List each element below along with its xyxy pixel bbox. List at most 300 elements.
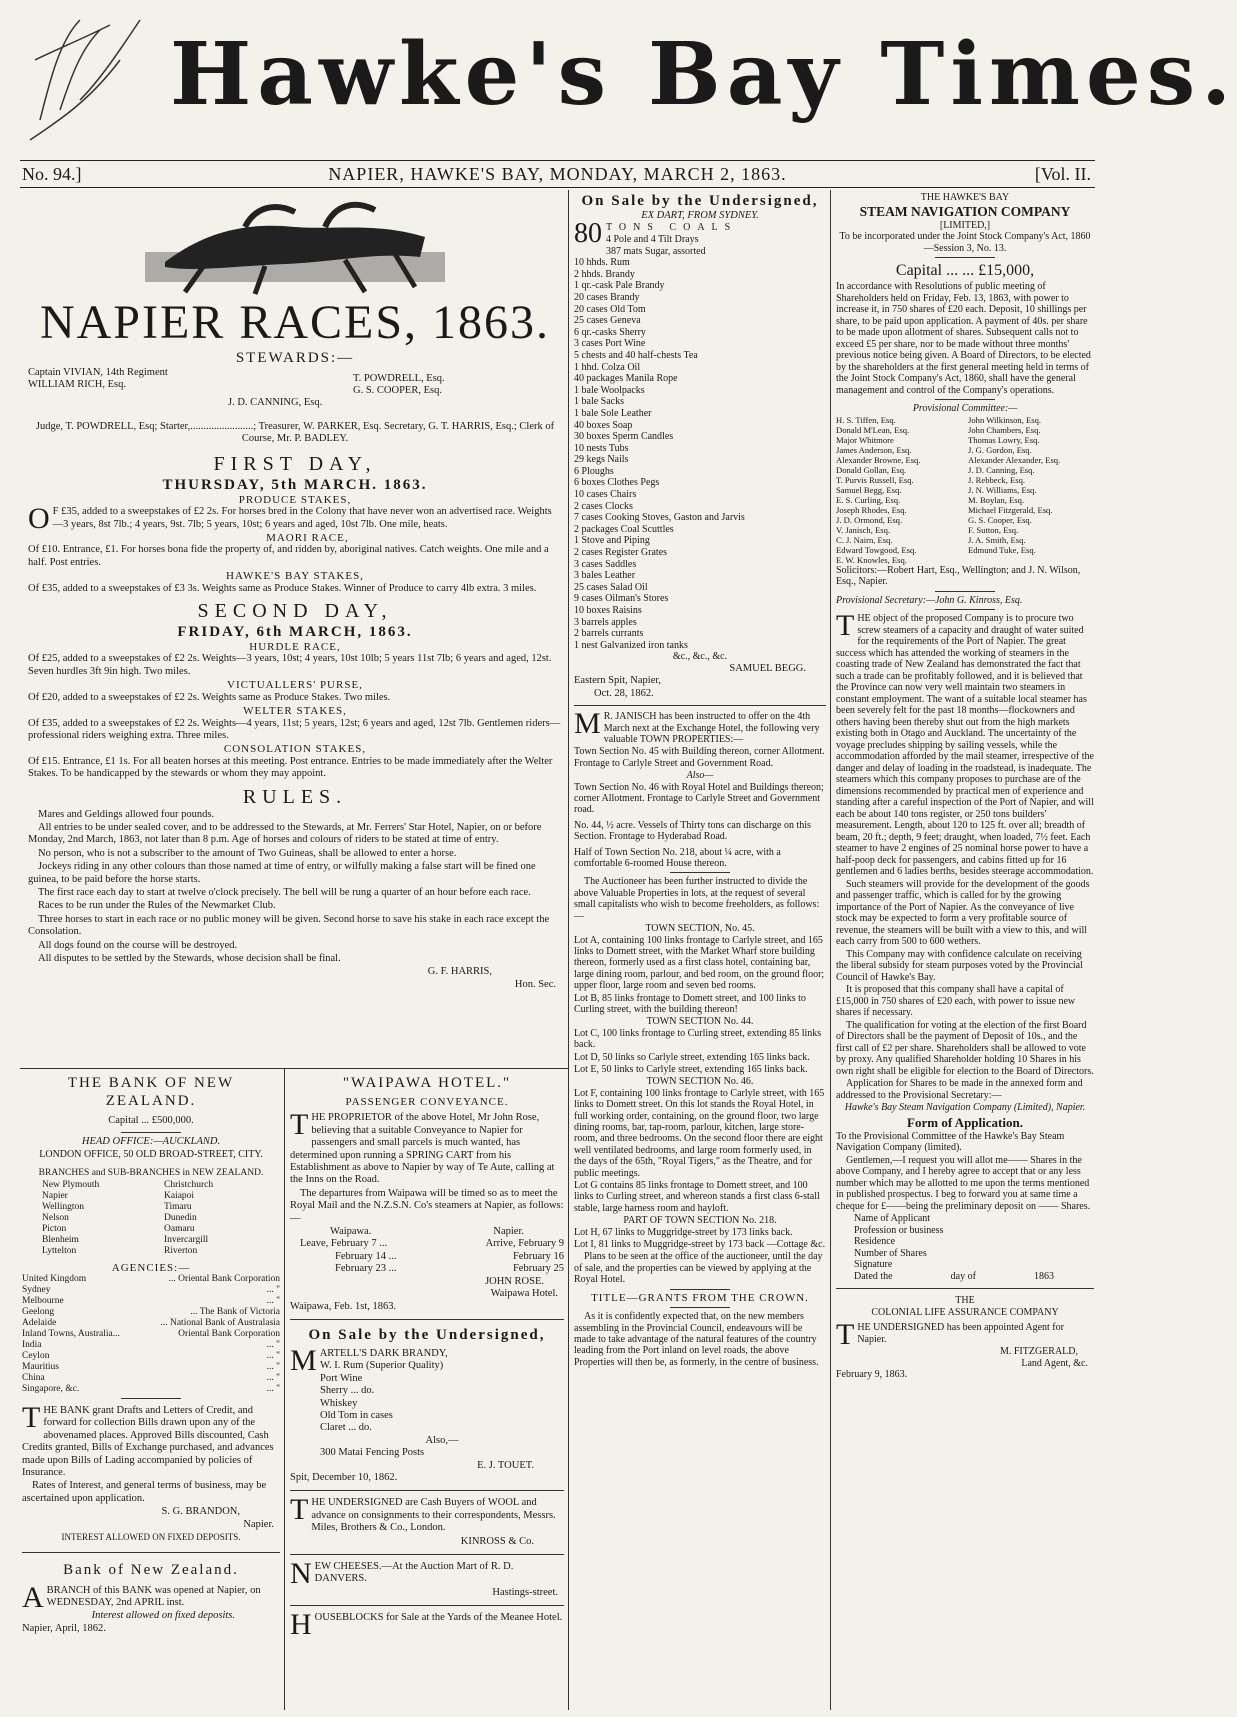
committee-member: Edmund Tuke, Esq. bbox=[968, 544, 1036, 555]
divider bbox=[670, 1307, 730, 1308]
committee-member: C. J. Nairn, Esq. bbox=[836, 534, 893, 545]
agency-bank: Oriental Bank Corporation bbox=[178, 1329, 280, 1340]
committee-member: V. Janisch, Esq. bbox=[836, 524, 891, 535]
lot-description: Lot C, 100 links frontage to Curling street, extending 85 links back. bbox=[574, 1027, 822, 1051]
janisch-also: Also— bbox=[686, 770, 714, 782]
rule-item: Three horses to start in each race or no public money will be given. Second horse to save his stake in each race except the Consolation. bbox=[28, 913, 550, 938]
goods-item: 1 qr.-cask Pale Brandy bbox=[574, 280, 665, 292]
janisch-intro: R. JANISCH has been instructed to offer on the 4th March next at the Exchange Hotel, the following very valuable TOWN PROPERTIES:— bbox=[603, 711, 820, 745]
goods-item: 2 cases Register Grates bbox=[574, 547, 668, 559]
race-text: Of £35, added to a sweepstakes of £2 2s. Weights—4 years, 11st; 5 years, 12st; 6 years and aged, 12st 7lb. Gentlemen riders—professional riders weighing extra. Three miles. bbox=[28, 717, 561, 741]
committee-list bbox=[836, 415, 1094, 565]
second-day: SECOND DAY, bbox=[197, 600, 393, 623]
steam-paragraph: Application for Shares to be made in the annexed form and addressed to the Provisional Secretary:— bbox=[836, 1078, 1083, 1101]
interest-note: INTEREST ALLOWED ON FIXED DEPOSITS. bbox=[61, 1532, 241, 1543]
janisch-section: Town Section No. 45 with Building thereon, corner Allotment. Frontage to Carlyle Street and Government Road. bbox=[574, 746, 825, 769]
race-text: Of £15. Entrance, £1 1s. For all beaten horses at this meeting. Post entrance. Entries to be made immediately after the Welter Stakes. To be handicapped by the stewards or whom they may appoint. bbox=[28, 755, 553, 780]
race-heading: VICTUALLERS' PURSE, bbox=[227, 679, 363, 692]
bank-interest-note: Interest allowed on fixed deposits. bbox=[91, 1610, 236, 1622]
janisch-section: Town Section No. 46 with Royal Hotel and Buildings thereon; corner Allotment. Frontage to Carlyle Street and Government road. bbox=[574, 781, 824, 816]
touet-item: ARTELL'S DARK BRANDY, bbox=[319, 1347, 448, 1359]
agency-bank: ... " bbox=[266, 1285, 280, 1296]
drop-cap: T bbox=[290, 1108, 309, 1142]
touet-title: On Sale by the Undersigned, bbox=[308, 1326, 546, 1343]
place-date: NAPIER, HAWKE'S BAY, MONDAY, MARCH 2, 1863. bbox=[328, 164, 787, 184]
form-field: Signature bbox=[854, 1259, 893, 1270]
handwritten-annotation bbox=[20, 0, 160, 150]
section-rule bbox=[20, 1068, 568, 1069]
committee-member: J. D. Ormond, Esq. bbox=[836, 514, 903, 525]
provisional-secretary: Provisional Secretary:—John G. Kinross, Esq. bbox=[836, 594, 1023, 606]
steam-pre: THE HAWKE'S BAY bbox=[920, 192, 1010, 203]
race-text: F £35, added to a sweepstakes of £2 2s. For horses bred in the Colony that have never won an advertised race. Weights—3 years, 8st 7lb.; 4 years, 9st. 7lb; 5 years, 10st; 6 years and aged, 10st 7lb. One mile, heats. bbox=[52, 506, 552, 530]
schedule-cell: February 16 bbox=[512, 1250, 564, 1262]
agency-bank: ... " bbox=[266, 1373, 280, 1384]
committee-member: J. D. Canning, Esq. bbox=[968, 464, 1035, 475]
steam-capital: Capital ... ... £15,000, bbox=[895, 262, 1035, 279]
form-recipient: To the Provisional Committee of the Hawke's Bay Steam Navigation Company (limited). bbox=[836, 1130, 1065, 1153]
waipawa-date: Waipawa, Feb. 1st, 1863. bbox=[290, 1300, 397, 1312]
committee-member: H. S. Tiffen, Esq. bbox=[836, 414, 896, 425]
begg-subtitle: EX DART, FROM SYDNEY. bbox=[641, 210, 759, 221]
steward: Captain VIVIAN, 14th Regiment bbox=[28, 367, 168, 378]
goods-item: 1 bale Sacks bbox=[574, 396, 624, 408]
bank-rates: Rates of Interest, and general terms of business, may be ascertained upon application. bbox=[22, 1480, 267, 1504]
goods-item: 4 Pole and 4 Tilt Drays bbox=[606, 234, 699, 245]
bank-capital: Capital ... £500,000. bbox=[108, 1115, 194, 1126]
janisch-closing: As it is confidently expected that, on the new members assembling in the Provincial Council, endeavours will be made to take advantage of the natural features of the country leading from the Port inland on level roads, the above Properties will then be, as formerly, in the centre of business. bbox=[574, 1311, 819, 1368]
first-day: FIRST DAY, bbox=[213, 452, 377, 475]
issue-number: No. 94.] bbox=[22, 164, 82, 184]
signature: SAMUEL BEGG. bbox=[729, 662, 806, 674]
goods-item: 3 barrels apples bbox=[574, 616, 637, 628]
form-field: Number of Shares bbox=[854, 1247, 927, 1259]
goods-item: 2 hhds. Brandy bbox=[574, 268, 635, 280]
column-rule bbox=[830, 190, 831, 1710]
agency-place: Ceylon bbox=[22, 1351, 50, 1362]
race-heading: HAWKE'S BAY STAKES, bbox=[226, 570, 364, 583]
bank-date: Napier, April, 1862. bbox=[22, 1622, 106, 1634]
committee-member: Joseph Rhodes, Esq. bbox=[836, 504, 907, 515]
drop-cap: M bbox=[290, 1343, 317, 1377]
bank-body-2: BRANCH of this BANK was opened at Napier, on WEDNESDAY, 2nd APRIL inst. bbox=[46, 1584, 261, 1608]
steam-paragraph: It is proposed that this company shall have a capital of £15,000 in 750 shares of £20 each, with power to issue new shares if necessary. bbox=[836, 984, 1076, 1018]
signature-role: Hon. Sec. bbox=[514, 978, 556, 990]
bank-title-2: Bank of New Zealand. bbox=[63, 1561, 239, 1578]
touet-item: Whiskey bbox=[320, 1397, 358, 1409]
solicitors: Solicitors:—Robert Hart, Esq., Wellington; and J. N. Wilson, Esq., Napier. bbox=[836, 564, 1081, 587]
section-rule bbox=[290, 1490, 564, 1491]
steward: WILLIAM RICH, Esq. bbox=[28, 379, 126, 390]
waipawa-body: HE PROPRIETOR of the above Hotel, Mr John Rose, believing that a suitable Conveyance to Napier for passengers and small parcels is much wanted, has determined upon running a SPRING CART from his Establishment as above to Napier by way of Te Aute, calling at the Inns on the Road. bbox=[290, 1112, 555, 1186]
volume: [Vol. II. bbox=[1034, 164, 1091, 184]
head-office: HEAD OFFICE:—AUCKLAND. bbox=[81, 1136, 221, 1148]
goods-item: 5 chests and 40 half-chests Tea bbox=[574, 349, 698, 361]
branch: Oamaru bbox=[164, 1223, 195, 1234]
steam-incorporation: To be incorporated under the Joint Stock Company's Act, 1860—Session 3, No. 13. bbox=[839, 231, 1091, 254]
lot-description: Lot H, 67 links to Muggridge-street by 173 links back. bbox=[574, 1226, 793, 1238]
colonial-body: HE UNDERSIGNED has been appointed Agent for Napier. bbox=[857, 1322, 1064, 1345]
town-section-heading: TOWN SECTION, No. 45. bbox=[645, 923, 755, 935]
janisch-section: No. 44, ½ acre. Vessels of Thirty tons can discharge on this Section. Frontage to Hyderabad Road. bbox=[574, 819, 811, 843]
race-heading: PRODUCE STAKES, bbox=[238, 493, 352, 506]
touet-item: Old Tom in cases bbox=[320, 1409, 393, 1421]
goods-item: 10 nests Tubs bbox=[574, 442, 629, 454]
houseblocks-ad bbox=[290, 1608, 564, 1642]
divider bbox=[670, 1289, 730, 1290]
branch: Blenheim bbox=[42, 1234, 79, 1245]
branches-list bbox=[22, 1180, 280, 1257]
committee-member: M. Boylan, Esq. bbox=[968, 494, 1025, 505]
race-heading: CONSOLATION STAKES, bbox=[223, 743, 367, 756]
goods-item: 1 bale Woolpacks bbox=[574, 384, 645, 396]
section-rule bbox=[836, 1288, 1094, 1289]
schedule-cell: February 14 ... bbox=[335, 1250, 397, 1262]
form-field: day of bbox=[950, 1270, 976, 1282]
committee-member: Alexander Browne, Esq. bbox=[836, 454, 921, 465]
waipawa-body-2: The departures from Waipawa will be timed so as to meet the Royal Mail and the N.Z.S.N. Co's steamers at Napier, as follows:— bbox=[290, 1187, 564, 1224]
steam-limited: [LIMITED,] bbox=[939, 219, 991, 231]
signature: M. FITZGERALD, bbox=[999, 1346, 1078, 1357]
goods-item: 1 hhd. Colza Oil bbox=[574, 361, 641, 373]
goods-item: 10 boxes Raisins bbox=[574, 605, 642, 616]
form-field: 1863 bbox=[1034, 1270, 1054, 1282]
agency-place: Melbourne bbox=[22, 1296, 64, 1307]
committee-member: E. S. Curling, Esq. bbox=[836, 494, 901, 505]
steward: T. POWDRELL, Esq. bbox=[353, 373, 445, 384]
branch: Christchurch bbox=[164, 1179, 214, 1190]
form-field: Name of Applicant bbox=[854, 1213, 931, 1224]
drop-cap: T bbox=[22, 1401, 41, 1435]
branch: Wellington bbox=[42, 1201, 84, 1212]
steam-paragraph: The qualification for voting at the election of the first Board of Directors shall be the payment of Deposit of 10s., and the first call of £2 per share. Shareholders shall be allowed to vote by proxy. Any qualified Shareholder holding 10 Shares in his own right shall be eligible for election to the Board of Directors. bbox=[836, 1019, 1094, 1077]
divider bbox=[121, 1398, 181, 1399]
race-text: Of £35, added to a sweepstakes of £3 3s. Weights same as Produce Stakes. Winner of Produce to carry 4lb extra. 3 miles. bbox=[28, 582, 537, 594]
second-day-date: FRIDAY, 6th MARCH, 1863. bbox=[177, 624, 413, 641]
committee-member: James Anderson, Esq. bbox=[836, 444, 912, 455]
signature: E. J. TOUET. bbox=[477, 1459, 534, 1471]
goods-item: 20 cases Old Tom bbox=[574, 303, 646, 315]
committee-member: F. Sutton, Esq. bbox=[968, 524, 1019, 535]
goods-item: 6 Ploughs bbox=[574, 465, 614, 477]
section-rule bbox=[574, 705, 826, 706]
goods-item: 1 bale Sole Leather bbox=[574, 407, 652, 419]
steward: G. S. COOPER, Esq. bbox=[353, 385, 442, 396]
bank-of-new-zealand-ad bbox=[22, 1074, 280, 1710]
goods-item: 25 cases Geneva bbox=[574, 315, 641, 327]
race-text: Of £10. Entrance, £1. For horses bona fide the property of, and ridden by, aboriginal natives. Catch weights. One mile and a half. Post entries. bbox=[28, 544, 549, 568]
steam-address: Hawke's Bay Steam Navigation Company (Limited), Napier. bbox=[844, 1102, 1086, 1113]
goods-item: 40 boxes Soap bbox=[574, 419, 633, 431]
drop-cap: M bbox=[574, 707, 601, 741]
form-fields bbox=[836, 1213, 1094, 1282]
goods-item: 6 qr.-casks Sherry bbox=[574, 326, 646, 338]
colonial-title: COLONIAL LIFE ASSURANCE COMPANY bbox=[871, 1306, 1059, 1318]
agency-bank: ... " bbox=[266, 1296, 280, 1307]
form-heading: Form of Application. bbox=[907, 1114, 1023, 1130]
lot-description: Lot I, 81 links to Muggridge-street by 173 back —Cottage &c. bbox=[574, 1239, 826, 1251]
committee-member: J. A. Smith, Esq. bbox=[968, 534, 1026, 545]
lot-description: Lot G contains 85 links frontage to Domett street, and 100 links to Curling street, and whereon stands a first class 6-stall stable, large harness room and hayloft. bbox=[574, 1180, 820, 1214]
agency-place: Sydney bbox=[22, 1285, 51, 1296]
lot-description: Lot E, 50 links to Carlyle street, extending 165 links back. bbox=[574, 1063, 808, 1075]
committee-member: J. Rebbeck, Esq. bbox=[968, 474, 1026, 485]
race-text: Of £20, added to a sweepstakes of £2 2s. Weights same as Produce Stakes. Two miles. bbox=[28, 691, 391, 703]
branch: New Plymouth bbox=[42, 1179, 100, 1190]
branch: Nelson bbox=[42, 1212, 69, 1223]
rule-item: No person, who is not a subscriber to the amount of Two Guineas, shall be allowed to enter a horse. bbox=[38, 847, 457, 859]
signature: G. F. HARRIS, bbox=[427, 966, 492, 978]
section-rule bbox=[290, 1319, 564, 1320]
agency-place: Adelaide bbox=[22, 1318, 57, 1329]
goods-item: 2 barrels currants bbox=[574, 628, 644, 640]
janisch-paragraph: The Auctioneer has been further instructed to divide the above Valuable Properties in lots, at the request of several small capitalists who wish to become freeholders, as follows:— bbox=[574, 876, 820, 922]
rule-item: Mares and Geldings allowed four pounds. bbox=[38, 808, 215, 820]
form-field: Dated the bbox=[854, 1270, 893, 1282]
branch: Lyttelton bbox=[42, 1245, 77, 1256]
committee-member: Thomas Lowry, Esq. bbox=[968, 434, 1040, 445]
section-rule bbox=[22, 1552, 280, 1553]
section-rule bbox=[290, 1605, 564, 1606]
masthead bbox=[0, 0, 1237, 160]
divider bbox=[935, 591, 995, 592]
agency-bank: ... " bbox=[266, 1362, 280, 1373]
form-field: Profession or business bbox=[854, 1224, 944, 1236]
committee-member: Donald Gollan, Esq. bbox=[836, 464, 907, 475]
first-day-date: THURSDAY, 5th MARCH. 1863. bbox=[162, 476, 428, 493]
janisch-plans: Plans to be seen at the office of the auctioneer, until the day of sale, and the properties can be viewed by applying at the Royal Hotel. bbox=[574, 1251, 823, 1286]
drop-cap: T bbox=[836, 1318, 855, 1351]
goods-item: 9 cases Oilman's Stores bbox=[574, 593, 669, 605]
racehorse-illustration-icon bbox=[145, 192, 445, 297]
column-rule bbox=[568, 190, 569, 1710]
stewards-heading: STEWARDS:— bbox=[235, 350, 355, 366]
middle-column bbox=[574, 192, 826, 1710]
agency-bank: ... " bbox=[266, 1351, 280, 1362]
goods-item: 3 bales Leather bbox=[574, 570, 636, 582]
agency-place: Mauritius bbox=[22, 1362, 59, 1373]
drop-cap: N bbox=[290, 1557, 312, 1590]
committee-member: Alexander Alexander, Esq. bbox=[968, 454, 1061, 465]
colonial-pre: THE bbox=[955, 1295, 975, 1306]
schedule-cell: Leave, February 7 ... bbox=[300, 1238, 388, 1250]
branch: Timaru bbox=[164, 1201, 192, 1212]
rule-item: Jockeys riding in any other colours than those named at time of entry, or wilfully making a false start will be fined one guinea, to be paid before the horse starts. bbox=[28, 861, 536, 885]
town-section-heading: TOWN SECTION No. 44. bbox=[646, 1016, 754, 1028]
kinross-ad bbox=[290, 1493, 564, 1548]
goods-item: 3 cases Saddles bbox=[574, 558, 637, 570]
kinross-body: HE UNDERSIGNED are Cash Buyers of WOOL and advance on consignments to their correspondents, Messrs. Miles, Brothers & Co., London. bbox=[311, 1497, 556, 1534]
rule-item: All entries to be under sealed cover, and to be addressed to the Stewards, at Mr. Ferrers' Star Hotel, Napier, on or before Monday, 2nd March, 1863, not later than 8 p.m. Age of horses and colours of riders to be stated at time of entry. bbox=[28, 821, 542, 846]
goods-item: 2 cases Clocks bbox=[574, 500, 633, 512]
committee-member: Michael Fitzgerald, Esq. bbox=[968, 504, 1053, 515]
title-heading: TITLE—GRANTS FROM THE CROWN. bbox=[591, 1291, 809, 1304]
agency-bank: ... " bbox=[266, 1384, 280, 1395]
agency-place: India bbox=[22, 1340, 42, 1351]
branch: Kaiapoi bbox=[164, 1190, 195, 1201]
divider bbox=[935, 257, 995, 258]
london-office: LONDON OFFICE, 50 OLD BROAD-STREET, CITY. bbox=[39, 1148, 263, 1160]
signature: KINROSS & Co. bbox=[460, 1535, 534, 1547]
begg-ad bbox=[574, 192, 826, 700]
agency-bank: ... The Bank of Victoria bbox=[190, 1307, 280, 1318]
agencies-heading: AGENCIES:— bbox=[111, 1261, 191, 1274]
waipawa-title: "WAIPAWA HOTEL." bbox=[342, 1075, 512, 1091]
steam-title: STEAM NAVIGATION COMPANY bbox=[859, 203, 1071, 219]
committee-member bbox=[968, 555, 1094, 565]
janisch-ad bbox=[574, 707, 826, 1368]
section-rule bbox=[290, 1554, 564, 1555]
branch: Riverton bbox=[164, 1245, 198, 1256]
committee-member: Samuel Begg, Esq. bbox=[836, 484, 902, 495]
goods-item: 1 nest Galvanized iron tanks bbox=[574, 639, 688, 651]
branch: Invercargill bbox=[164, 1234, 209, 1245]
committee-heading: Provisional Committee:— bbox=[912, 403, 1018, 414]
steam-body: In accordance with Resolutions of public meeting of Shareholders held on Friday, Feb. 13, 1863, with power to increase it, in 750 shares of £20 each. Deposit, 10 shillings per share, to be paid upon application. A payment of 40s. per share to be made upon allotment of shares. Subsequent calls not to exceed £5 per share, nor to be made without three months' previous notice being given. A Board of Directors, to be elected by the shareholders at the first general meeting held in terms of the Joint Stock Company's Act, 1860, shall have the general management and control of the Company's operations. bbox=[836, 281, 1091, 396]
goods-item: 20 cases Brandy bbox=[574, 291, 640, 303]
janisch-section: Half of Town Section No. 218, about ¼ acre, with a comfortable 6-roomed House thereon. bbox=[574, 846, 781, 870]
agency-place: Inland Towns, Australia... bbox=[22, 1329, 120, 1340]
column-rule bbox=[284, 1068, 285, 1710]
committee-member: T. Purvis Russell, Esq. bbox=[836, 474, 914, 485]
goods-item: &c., &c., &c. bbox=[672, 651, 728, 663]
agencies-list bbox=[22, 1274, 280, 1395]
schedule-cell: February 25 bbox=[512, 1263, 564, 1275]
steam-paragraph: Such steamers will provide for the development of the goods and passenger traffic, which is called for by the growing importance of the Port of Napier. As the conveyance of live stock may be expected to form a very profitable source of revenue, the steamers will be built with a view to this, and will each carry from 500 to 600 wethers. bbox=[836, 878, 1090, 947]
napier-races-ad bbox=[28, 192, 562, 1064]
goods-item: 6 boxes Clothes Pegs bbox=[574, 477, 660, 489]
colonial-date: February 9, 1863. bbox=[836, 1369, 908, 1380]
signature-place: Waipawa Hotel. bbox=[490, 1288, 558, 1300]
divider bbox=[670, 872, 730, 873]
signature: JOHN ROSE. bbox=[485, 1275, 544, 1287]
begg-place: Eastern Spit, Napier, bbox=[574, 675, 662, 687]
committee-member: John Chambers, Esq. bbox=[968, 424, 1041, 435]
begg-number: 80 bbox=[574, 218, 602, 250]
form-body: Gentlemen,—I request you will allot me—— Shares in the above Company, and I hereby agree to accept that or any less number which may be allotted to me upon the terms mentioned in published prospectus. I beg to forward you at same time a cheque for £——being the preliminary deposit on —— Shares. bbox=[836, 1154, 1091, 1212]
committee-member: J. G. Gordon, Esq. bbox=[968, 444, 1032, 455]
schedule-cell: Arrive, February 9 bbox=[485, 1238, 564, 1250]
waipawa-hotel-ad bbox=[290, 1074, 564, 1710]
branch: Napier bbox=[42, 1190, 68, 1201]
touet-item: Claret ... do. bbox=[320, 1422, 372, 1434]
cheeses-ad bbox=[290, 1557, 564, 1599]
form-field: Residence bbox=[854, 1236, 896, 1247]
officials: Judge, T. POWDRELL, Esq; Starter,........................; Treasurer, W. PARKER, Esq. Secretary, G. T. HARRIS, Esq.; Clerk of Course, Mr. P. BADLEY. bbox=[35, 421, 555, 445]
divider bbox=[935, 609, 995, 610]
town-section-heading: TOWN SECTION No. 46. bbox=[646, 1076, 754, 1088]
goods-item: 30 boxes Sperm Candles bbox=[574, 431, 674, 443]
race-heading: HURDLE RACE, bbox=[249, 641, 341, 654]
houseblocks-body: OUSEBLOCKS for Sale at the Yards of the Meanee Hotel. bbox=[314, 1612, 563, 1624]
committee-member: John Wilkinson, Esq. bbox=[968, 414, 1042, 425]
race-heading: MAORI RACE, bbox=[266, 532, 349, 545]
goods-item: 29 kegs Nails bbox=[574, 454, 629, 466]
committee-member: Major Whitmore bbox=[836, 434, 894, 445]
committee-member: Donald M'Lean, Esq. bbox=[836, 424, 910, 435]
lot-description: Lot A, containing 100 links frontage to Carlyle street, and 165 links to Domett street, with the Market Wharf store building thereon, formerly used as a first class hotel, containing bar, large dining room, parlour, and bed room, on the ground floor; upper floor, large room and seven bed rooms. bbox=[574, 934, 825, 992]
drop-cap: A bbox=[22, 1580, 44, 1614]
goods-item: 25 cases Salad Oil bbox=[574, 581, 648, 593]
drop-cap: T bbox=[836, 609, 855, 642]
race-text: Of £25, added to a sweepstakes of £2 2s. Weights—3 years, 10st; 4 years, 10st 10lb; 5 years 11st 7lb; 6 years and aged, 12st. Seven hurdles 3ft 9in high. Two miles. bbox=[28, 653, 552, 677]
schedule-header: Napier. bbox=[493, 1226, 524, 1238]
steam-paragraph: This Company may with confidence calculate on receiving the liberal subsidy for steam purposes voted by the Provincial Council of Hawke's Bay. bbox=[836, 948, 1083, 983]
drop-cap: T bbox=[290, 1493, 309, 1527]
bank-body: HE BANK grant Drafts and Letters of Credit, and forward for collection Bills drawn upon any of the abovenamed places. Approved Bills discounted, Cash Credits granted, Bills of Exchange purchased, and advances made upon Bills of Lading accompanied by policies of Insurance. bbox=[22, 1405, 274, 1479]
signature-place: Napier. bbox=[243, 1518, 274, 1530]
goods-item: 1 Stove and Piping bbox=[574, 535, 650, 547]
colonial-life-ad bbox=[836, 1295, 1094, 1381]
town-section-heading: PART OF TOWN SECTION No. 218. bbox=[623, 1215, 777, 1227]
touet-item: Port Wine bbox=[320, 1372, 363, 1384]
divider bbox=[121, 1132, 181, 1133]
agency-place: United Kingdom bbox=[22, 1274, 87, 1285]
committee-member: E. W. Knowles, Esq. bbox=[836, 554, 907, 565]
touet-ad bbox=[290, 1326, 564, 1484]
agency-bank: ... National Bank of Australasia bbox=[160, 1318, 280, 1329]
lot-description: Lot D, 50 links so Carlyle street, extending 165 links back. bbox=[574, 1051, 810, 1063]
stewards-list bbox=[28, 367, 562, 417]
committee-member: J. N. Williams, Esq. bbox=[968, 484, 1037, 495]
signature: S. G. BRANDON, bbox=[161, 1506, 240, 1518]
committee-member: Edward Towgood, Esq. bbox=[836, 544, 917, 555]
lot-description: Lot F, containing 100 links frontage to Carlyle street, with 165 links to Domett street. On this lot stands the Royal Hotel, in full working order, containing, on the ground floor, two large dining rooms, bar, tap-room, parlour, kitchen, large store-room, and three bedrooms. On the second floor there are eight well ventilated bedrooms, and large room formerly used, in the days of the 65th, "Royal Tigers," as the Theatre, and for public meetings. bbox=[574, 1087, 825, 1179]
race-heading: WELTER STAKES, bbox=[243, 705, 347, 718]
begg-date: Oct. 28, 1862. bbox=[594, 687, 654, 699]
touet-item: W. I. Rum (Superior Quality) bbox=[320, 1360, 444, 1372]
agency-place: Singapore, &c. bbox=[22, 1384, 80, 1395]
touet-item: Also,— bbox=[425, 1434, 459, 1446]
schedule-header: Waipawa. bbox=[330, 1226, 372, 1238]
begg-title: On Sale by the Undersigned, bbox=[581, 193, 819, 209]
newspaper-title: Hawke's Bay Times. bbox=[170, 24, 1237, 125]
drop-cap: O bbox=[28, 502, 50, 536]
schedule-cell: February 23 ... bbox=[335, 1263, 397, 1275]
branch: Dunedin bbox=[164, 1212, 197, 1223]
rule-item: All disputes to be settled by the Stewards, whose decision shall be final. bbox=[38, 953, 341, 964]
touet-item: Sherry ... do. bbox=[320, 1385, 375, 1397]
agency-place: China bbox=[22, 1373, 45, 1384]
drop-cap: H bbox=[290, 1608, 312, 1642]
waipawa-subtitle: PASSENGER CONVEYANCE. bbox=[345, 1096, 509, 1108]
goods-item: 2 packages Coal Scuttles bbox=[574, 523, 674, 535]
bank-title: THE BANK OF NEW ZEALAND. bbox=[67, 1075, 235, 1109]
goods-item: 3 cases Port Wine bbox=[574, 338, 646, 350]
goods-item: 10 cases Chairs bbox=[574, 489, 637, 501]
steward: J. D. CANNING, Esq. bbox=[228, 397, 323, 408]
rule-item: The first race each day to start at twelve o'clock precisely. The bell will be rung a quarter of an hour before each race. bbox=[38, 886, 531, 898]
divider bbox=[935, 399, 995, 400]
signature-role: Land Agent, &c. bbox=[1021, 1357, 1088, 1369]
committee-member: G. S. Cooper, Esq. bbox=[968, 514, 1032, 525]
rules-heading: RULES. bbox=[242, 785, 348, 808]
goods-item: 40 packages Manila Rope bbox=[574, 373, 678, 385]
goods-item: 7 cases Cooking Stoves, Gaston and Jarvis bbox=[574, 512, 745, 524]
touet-date: Spit, December 10, 1862. bbox=[290, 1471, 398, 1483]
touet-item: 300 Matai Fencing Posts bbox=[320, 1447, 425, 1459]
lot-description: Lot B, 85 links frontage to Domett street, and 100 links to Curling street, with the building thereon! bbox=[574, 992, 806, 1015]
goods-item: TONS COALS bbox=[606, 222, 738, 234]
steam-navigation-ad bbox=[836, 192, 1094, 1710]
rule-item: All dogs found on the course will be destroyed. bbox=[38, 939, 238, 951]
branches-heading: BRANCHES and SUB-BRANCHES in NEW ZEALAND. bbox=[38, 1168, 264, 1179]
dateline bbox=[20, 160, 1095, 188]
agency-bank: ... Oriental Bank Corporation bbox=[168, 1274, 280, 1285]
agency-place: Geelong bbox=[22, 1307, 55, 1318]
goods-item: 10 hhds. Rum bbox=[574, 257, 630, 269]
agency-bank: ... " bbox=[266, 1340, 280, 1351]
